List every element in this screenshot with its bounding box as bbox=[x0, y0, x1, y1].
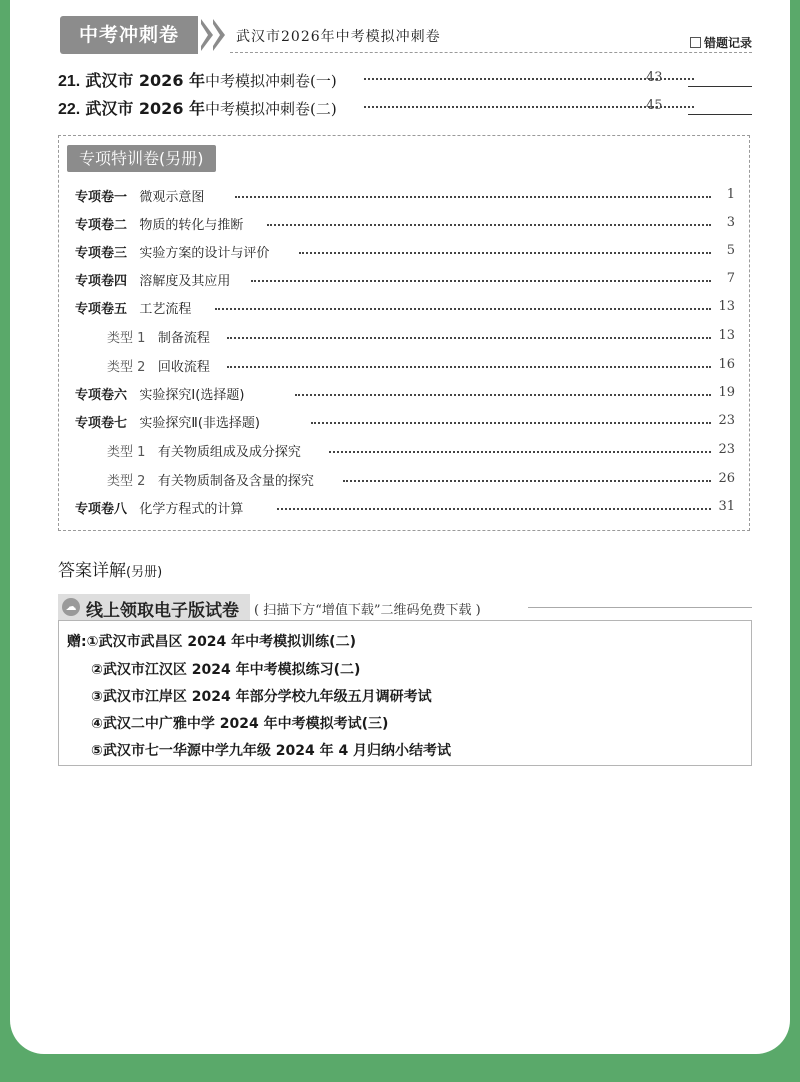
online-tab[interactable] bbox=[58, 594, 250, 620]
item-number: 21. bbox=[58, 73, 81, 90]
page-number: 45 bbox=[646, 98, 663, 113]
item-title: 中考模拟冲刺卷(二) bbox=[205, 100, 337, 118]
toc-row-sub[interactable]: 类型 1 有关物质组成及成分探究 23 bbox=[107, 442, 735, 460]
toc-row[interactable]: 专项卷二 物质的转化与推断 3 bbox=[75, 215, 735, 233]
score-blank-line bbox=[688, 114, 752, 115]
toc-row[interactable]: 专项卷一 微观示意图 1 bbox=[75, 187, 735, 205]
divider bbox=[528, 607, 752, 608]
toc-row-mock-21[interactable] bbox=[58, 68, 752, 92]
header-title: 武汉市2026年中考模拟冲刺卷 bbox=[236, 29, 441, 45]
gift-item: ⑤武汉市七一华源中学九年级 2024 年 4 月归纳小结考试 bbox=[91, 743, 452, 759]
error-record-label: 错题记录 bbox=[690, 34, 752, 51]
header-divider bbox=[230, 52, 752, 53]
toc-row[interactable]: 专项卷五 工艺流程 13 bbox=[75, 299, 735, 317]
item-title: 中考模拟冲刺卷(一) bbox=[205, 72, 337, 90]
online-download-header bbox=[58, 594, 752, 620]
toc-row-mock-22[interactable] bbox=[58, 96, 752, 120]
leader-dots bbox=[364, 106, 694, 108]
online-tab-label: 线上领取电子版试卷 bbox=[86, 601, 239, 621]
special-training-section bbox=[58, 135, 750, 531]
gift-item: 赠:①武汉市武昌区 2024 年中考模拟训练(二) bbox=[67, 634, 356, 650]
leader-dots bbox=[364, 78, 694, 80]
special-heading: 专项特训卷(另册) bbox=[67, 145, 216, 172]
notebook-icon bbox=[690, 37, 701, 48]
gift-item: ②武汉市江汉区 2024 年中考模拟练习(二) bbox=[91, 662, 361, 678]
toc-row-sub[interactable]: 类型 2 回收流程 16 bbox=[107, 357, 735, 375]
toc-row-sub[interactable]: 类型 1 制备流程 13 bbox=[107, 328, 735, 346]
item-title-bold: 武汉市 2026 年 bbox=[85, 99, 206, 118]
online-note: ( 扫描下方“增值下载”二维码免费下载 ) bbox=[254, 603, 481, 618]
answers-heading: 答案详解(另册) bbox=[58, 561, 163, 581]
toc-row[interactable]: 专项卷七 实验探究Ⅱ(非选择题) 23 bbox=[75, 413, 735, 431]
toc-row[interactable]: 专项卷八 化学方程式的计算 31 bbox=[75, 499, 735, 517]
toc-row[interactable]: 专项卷三 实验方案的设计与评价 5 bbox=[75, 243, 735, 261]
item-title-bold: 武汉市 2026 年 bbox=[85, 71, 206, 90]
section-tag: 中考冲刺卷 bbox=[60, 16, 198, 54]
item-number: 22. bbox=[58, 101, 81, 118]
gift-item: ④武汉二中广雅中学 2024 年中考模拟考试(三) bbox=[91, 716, 389, 732]
toc-row[interactable]: 专项卷六 实验探究Ⅰ(选择题) 19 bbox=[75, 385, 735, 403]
gift-list bbox=[58, 620, 752, 766]
page-number: 43 bbox=[646, 70, 663, 85]
toc-row-sub[interactable]: 类型 2 有关物质制备及含量的探究 26 bbox=[107, 471, 735, 489]
toc-row[interactable]: 专项卷四 溶解度及其应用 7 bbox=[75, 271, 735, 289]
cloud-download-icon: ☁ bbox=[62, 598, 80, 616]
gift-item: ③武汉市江岸区 2024 年部分学校九年级五月调研考试 bbox=[91, 689, 432, 705]
page-header bbox=[60, 16, 752, 56]
score-blank-line bbox=[688, 86, 752, 87]
